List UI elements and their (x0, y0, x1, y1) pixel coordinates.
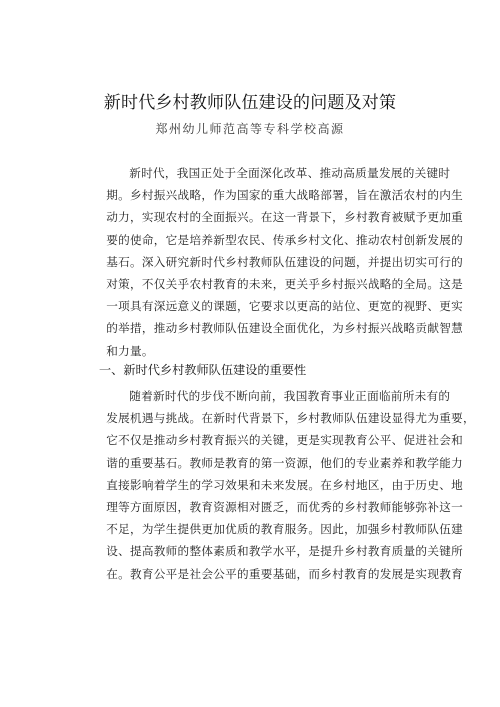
intro-line: 的举措，推动乡村教师队伍建设全面优化，为乡村振兴战略贡献智慧 (106, 321, 464, 336)
intro-line: 一项具有深远意义的课题，它要求以更高的站位、更宽的视野、更实 (106, 299, 464, 314)
document-author: 郑州幼儿师范高等专科学校高源 (155, 122, 345, 136)
section-line: 直接影响着学生的学习效果和未来发展。在乡村地区，由于历史、地 (106, 477, 464, 492)
section-line: 它不仅是推动乡村教育振兴的关键，更是实现教育公平、促进社会和 (106, 433, 464, 448)
section-line: 不足，为学生提供更加优质的教育服务。因此，加强乡村教师队伍建 (106, 522, 464, 537)
section-heading: 一、新时代乡村教师队伍建设的重要性 (99, 363, 307, 377)
intro-line: 要的使命，它是培养新型农民、传承乡村文化、推动农村创新发展的 (106, 232, 464, 247)
section-line: 理等方面原因，教育资源相对匮乏，而优秀的乡村教师能够弥补这一 (106, 499, 464, 514)
intro-line: 期。乡村振兴战略，作为国家的重大战略部署，旨在激活农村的内生 (106, 188, 464, 203)
intro-paragraph (83, 162, 464, 362)
document-title: 新时代乡村教师队伍建设的问题及对策 (103, 93, 397, 113)
section-line: 在。教育公平是社会公平的重要基础，而乡村教育的发展是实现教育 (106, 566, 464, 581)
section-line: 设、提高教师的整体素质和教学水平，是提升乡村教育质量的关键所 (106, 544, 464, 559)
intro-line: 新时代，我国正处于全面深化改革、推动高质量发展的关键时 (129, 166, 451, 180)
section-line: 随着新时代的步伐不断向前，我国教育事业正面临前所未有的 (129, 389, 451, 403)
intro-line: 对策，不仅关乎农村教育的未来，更关乎乡村振兴战略的全局。这是 (106, 276, 464, 291)
intro-line: 基石。深入研究新时代乡村教师队伍建设的问题，并提出切实可行的 (106, 254, 464, 269)
section-paragraph (83, 385, 475, 585)
section-line: 谐的重要基石。教师是教育的第一资源，他们的专业素养和教学能力 (106, 455, 464, 470)
intro-line: 和力量。 (106, 343, 154, 358)
intro-line: 动力，实现农村的全面振兴。在这一背景下，乡村教育被赋予更加重 (106, 210, 464, 225)
section-line: 发展机遇与挑战。在新时代背景下，乡村教师队伍建设显得尤为重要， (106, 411, 475, 426)
